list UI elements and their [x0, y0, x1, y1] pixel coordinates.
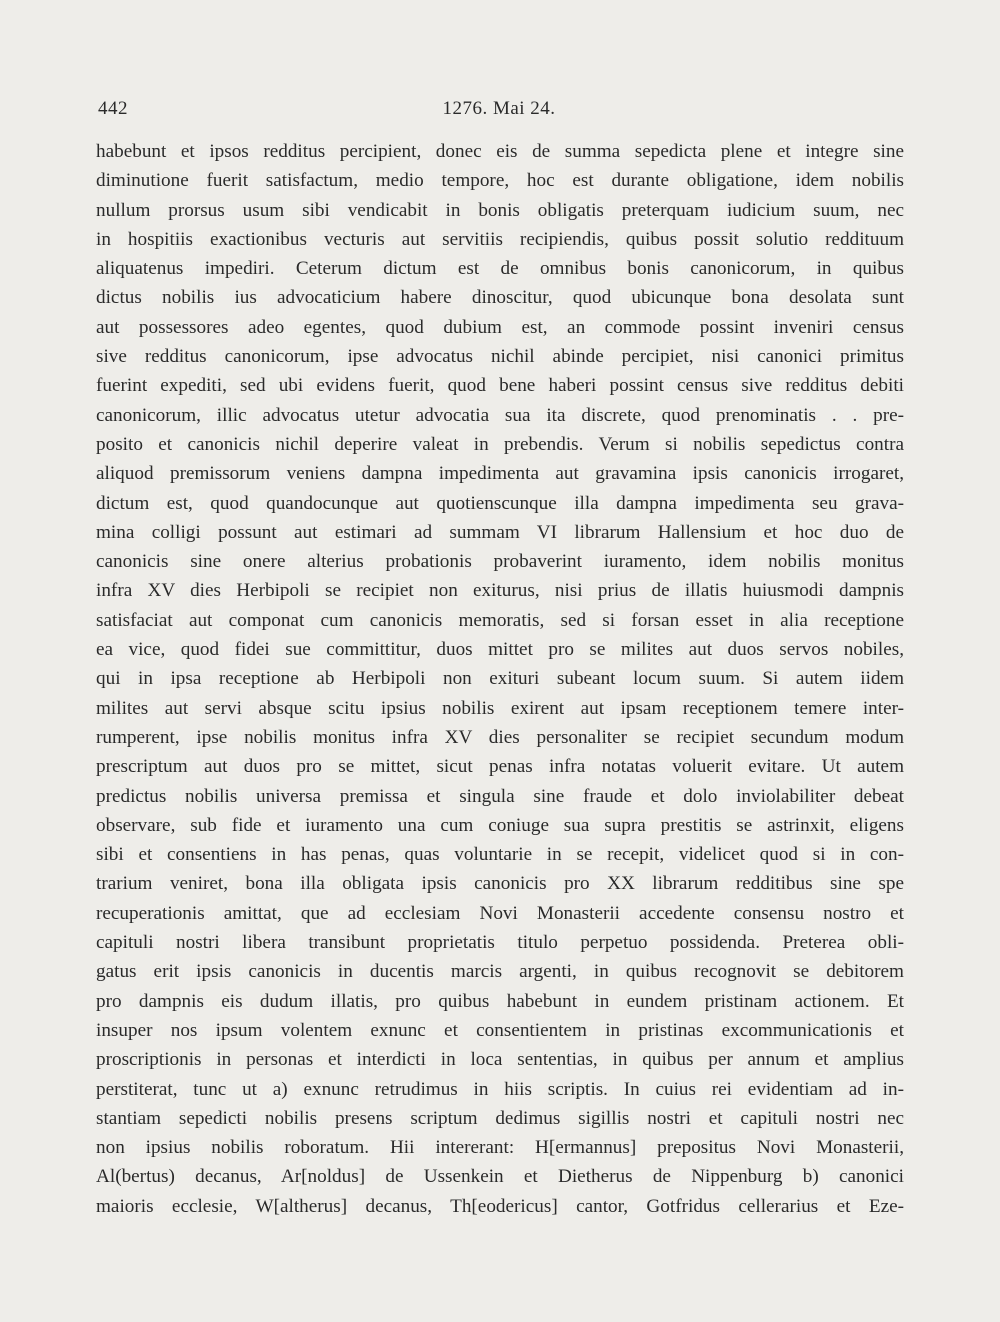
text-line: canonicorum, illic advocatus utetur advocatia sua ita discrete, quod prenominatis . . pre- — [96, 404, 904, 426]
text-line: fuerint expediti, sed ubi evidens fuerit, quod bene haberi possint census sive redditus debiti — [96, 375, 904, 397]
text-line: Al(bertus) decanus, Ar[noldus] de Ussenkein et Dietherus de Nippenburg b) canonici — [96, 1166, 904, 1188]
text-line: aliquod premissorum veniens dampna impedimenta aut gravamina ipsis canonicis irrogaret, — [96, 463, 904, 485]
text-line: observare, sub fide et iuramento una cum coniuge sua supra prestitis se astrinxit, eligens — [96, 814, 904, 836]
text-line: milites aut servi absque scitu ipsius nobilis exirent aut ipsam receptionem temere inter- — [96, 697, 904, 719]
text-line: proscriptionis in personas et interdicti in loca sententias, in quibus per annum et amplius — [96, 1049, 904, 1071]
text-line: capituli nostri libera transibunt proprietatis titulo perpetuo possidenda. Preterea obli- — [96, 932, 904, 954]
text-line: in hospitiis exactionibus vecturis aut servitiis recipiendis, quibus possit solutio reddituum — [96, 228, 904, 250]
text-line: insuper nos ipsum volentem exnunc et consentientem in pristinas excommunicationis et — [96, 1019, 904, 1041]
text-line: aut possessores adeo egentes, quod dubium est, an commode possint inveniri census — [96, 316, 904, 338]
text-line: nullum prorsus usum sibi vendicabit in bonis obligatis preterquam iudicium suum, nec — [96, 199, 904, 221]
running-head: 1276. Mai 24. — [442, 98, 556, 119]
text-line: satisfaciat aut componat cum canonicis memoratis, sed si forsan esset in alia receptione — [96, 609, 904, 631]
text-line: sibi et consentiens in has penas, quas voluntarie in se recepit, videlicet quod si in con- — [96, 844, 904, 866]
text-line: non ipsius nobilis roboratum. Hii intererant: H[ermannus] prepositus Novi Monasterii, — [96, 1137, 904, 1159]
text-line: predictus nobilis universa premissa et singula sine fraude et dolo inviolabiliter debeat — [96, 785, 904, 807]
text-line: maioris ecclesie, W[altherus] decanus, Th[eodericus] cantor, Gotfridus cellerarius et Eze- — [96, 1195, 904, 1217]
text-line: habebunt et ipsos redditus percipient, donec eis de summa sepedicta plene et integre sine — [96, 141, 904, 162]
page-header — [98, 98, 900, 128]
text-line: dictus nobilis ius advocaticium habere dinoscitur, quod ubicunque bona desolata sunt — [96, 287, 904, 309]
text-line: ea vice, quod fidei sue committitur, duos mittet pro se milites aut duos servos nobiles, — [96, 639, 904, 661]
text-line: perstiterat, tunc ut a) exnunc retrudimus in hiis scriptis. In cuius rei evidentiam ad in- — [96, 1078, 904, 1100]
text-line: dictum est, quod quandocunque aut quotienscunque illa dampna impedimenta seu grava- — [96, 492, 904, 514]
text-line: pro dampnis eis dudum illatis, pro quibus habebunt in eundem pristinam actionem. Et — [96, 990, 904, 1012]
text-line: prescriptum aut duos pro se mittet, sicut penas infra notatas voluerit evitare. Ut autem — [96, 756, 904, 778]
body-text — [96, 137, 904, 1221]
text-line: qui in ipsa receptione ab Herbipoli non exituri subeant locum suum. Si autem iidem — [96, 668, 904, 690]
text-line: diminutione fuerit satisfactum, medio tempore, hoc est durante obligatione, idem nobilis — [96, 170, 904, 192]
text-line: canonicis sine onere alterius probationis probaverint iuramento, idem nobilis monitus — [96, 551, 904, 573]
text-line: mina colligi possunt aut estimari ad summam VI librarum Hallensium et hoc duo de — [96, 521, 904, 543]
text-line: rumperent, ipse nobilis monitus infra XV dies personaliter se recipiet secundum modum — [96, 726, 904, 748]
text-line: posito et canonicis nichil deperire valeat in prebendis. Verum si nobilis sepedictus contra — [96, 433, 904, 455]
text-line: infra XV dies Herbipoli se recipiet non exiturus, nisi prius de illatis huiusmodi dampnis — [96, 580, 904, 602]
text-line: sive redditus canonicorum, ipse advocatus nichil abinde percipiet, nisi canonici primitus — [96, 346, 904, 368]
page-number: 442 — [98, 98, 128, 119]
text-line: aliquatenus impediri. Ceterum dictum est de omnibus bonis canonicorum, in quibus — [96, 258, 904, 280]
text-line: recuperationis amittat, que ad ecclesiam Novi Monasterii accedente consensu nostro et — [96, 902, 904, 924]
text-line: trarium veniret, bona illa obligata ipsis canonicis pro XX librarum redditibus sine spe — [96, 873, 904, 895]
text-line: gatus erit ipsis canonicis in ducentis marcis argenti, in quibus recognovit se debitorem — [96, 961, 904, 983]
text-line: stantiam sepedicti nobilis presens scriptum dedimus sigillis nostri et capituli nostri nec — [96, 1107, 904, 1129]
